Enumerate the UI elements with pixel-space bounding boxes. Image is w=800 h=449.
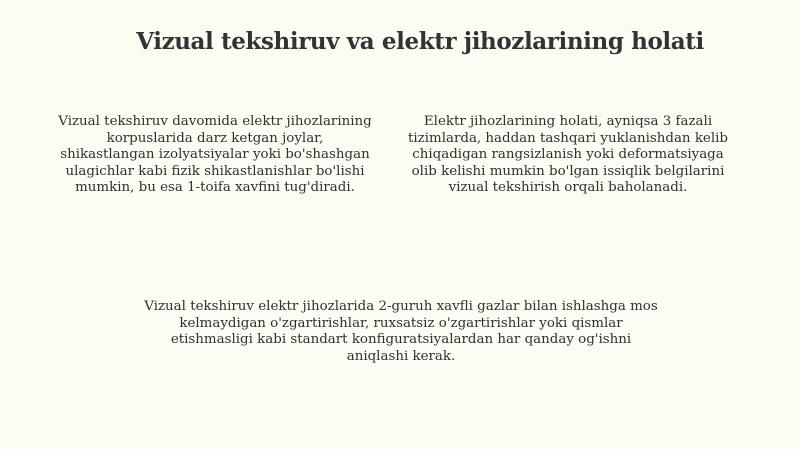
paragraph-bottom: Vizual tekshiruv elektr jihozlarida 2-guruh xavfli gazlar bilan ishlashga mos kelmaydigan o'zgartirishlar, ruxsatsiz o'zgartirishlar yoki qismlar etishmasligi kabi standart konfiguratsiyalardan har qanday og'ishni aniqlashi kerak. xyxy=(144,299,658,364)
paragraph-right: Elektr jihozlarining holati, ayniqsa 3 fazali tizimlarda, haddan tashqari yuklanishdan kelib chiqadigan rangsizlanish yoki deformatsiyaga olib kelishi mumkin bo'lgan issiqlik belgilarini vizual tekshirish orqali baholanadi. xyxy=(408,114,728,196)
paragraph-left: Vizual tekshiruv davomida elektr jihozlarining korpuslarida darz ketgan joylar, shikastlangan izolyatsiyalar yoki bo'shashgan ulagichlar kabi fizik shikastlanishlar bo'lishi mumkin, bu esa 1-toifa xavfini tug'diradi. xyxy=(58,114,372,196)
slide-title: Vizual tekshiruv va elektr jihozlarining holati xyxy=(136,28,704,55)
